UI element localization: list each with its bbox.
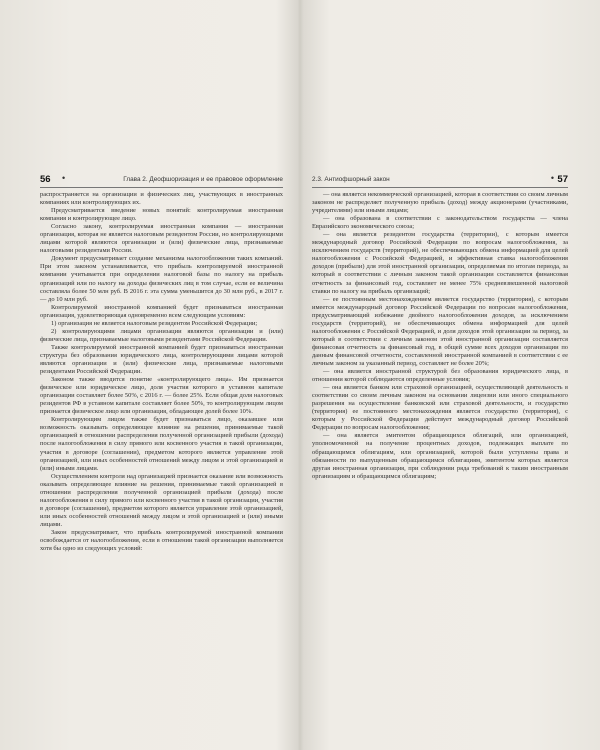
paragraph: Осуществлением контроля над организацией признается оказание или возможность оказывать определяющее влияние на решения, принимаемые такой организацией в отношении распределения полученной организацией прибыли (дохода) после налогообложения в силу прямого или косвенного участия в такой организации, участия в договоре (соглашении), предметом которого является управление этой организацией, или иных особенностей отношений между лицом и этой организацией и (или) иными лицами. (40, 472, 283, 528)
paragraph: — она является некоммерческой организацией, которая в соответствии со своим личным законом не распределяет полученную прибыль (доход) между акционерами (участниками, учредителями) или иными лицами; (312, 191, 568, 215)
running-title: 2.3. Антиофшорный закон (312, 176, 390, 183)
paragraph: Контролирующим лицом также будет признаваться лицо, оказавшее или возможность оказывать определяющее влияние на решения, принимаемые такой организацией в отношении распределения полученной организацией прибыли (дохода) после налогообложения в силу прямого или косвенного участия в такой организации, участия в договоре (соглашении), предметом которого является управление этой организацией, или иных особенностей отношений между лицом и этой организацией и (или) иными лицами. (40, 416, 283, 472)
paragraph: — ее постоянным местонахождением является государство (территория), с которым имеется международный договор Российской Федерации по вопросам налогообложения, предусматривающий избежание двойного налогообложения доходов, за исключением государств (территорий), не обеспечивающих обмена информацией для целей налогообложения с Российской Федерацией, и доля доходов этой организации за период, за который в соответствии с личным законом этой иностранной организации составляется финансовая отчетность за финансовый год, в общей сумме всех доходов организации по данным финансовой отчетности, составленной иностранной компанией в соответствии с ее личным законом за указанный период, составляет не более 20%; (312, 295, 568, 367)
left-page-header (40, 173, 283, 188)
paragraph: — она образована в соответствии с законодательством государства — члена Евразийского экономического союза; (312, 215, 568, 231)
header-rule (312, 187, 568, 188)
paragraph: Согласно закону, контролируемая иностранная компания — иностранная организация, которая не является налоговым резидентом России, но контролирующими лицами которой являются организации и (или) физические лица, признаваемые налоговыми резидентами России. (40, 223, 283, 255)
paragraph: — она является иностранной структурой без образования юридического лица, в отношении которой соблюдаются определенные условия; (312, 368, 568, 384)
page-number: 57 (557, 174, 568, 185)
right-page-text (312, 191, 568, 481)
paragraph: — она является банком или страховой организацией, осуществляющей деятельность в соответствии со своим личным законом на основании лицензии или иного специального разрешения на осуществление банковской или страховой деятельности, и государство (территория) ее постоянного местонахождения является государство (территория), с которым у Российской Федерации действует международный договор Российской Федерации по вопросам налогообложения; (312, 384, 568, 432)
paragraph: распространяется на организации и физических лиц, участвующих в иностранных компаниях или контролирующих их. (40, 191, 283, 207)
paragraph: Предусматривается введение новых понятий: контролируемая иностранная компания и контролирующее лицо. (40, 207, 283, 223)
paragraph: Документ предусматривает создание механизма налогообложения таких компаний. При этом законом устанавливается, что прибыль контролируемой иностранной компании учитывается при определении налоговой базы по налогу на прибыль организаций или по налогу на доходы физических лиц в том случае, если ее величина составляла более 50 млн руб. В 2016 г. эта сумма уменьшится до 30 млн руб., в 2017 г. — до 10 млн руб. (40, 255, 283, 303)
right-page-header (312, 173, 568, 188)
paragraph: Также контролируемой иностранной компанией будет признаваться иностранная структура без образования юридического лица, контролирующими лицами которой являются организации и (или) физические лица, признаваемые налоговыми резидентами Российской Федерации. (40, 343, 283, 376)
header-bullet: • (550, 173, 554, 183)
page-number: 56 (40, 174, 51, 185)
running-title: Глава 2. Деофшоризация и ее правовое оформление (123, 176, 283, 183)
header-bullet: • (62, 173, 66, 183)
right-page (300, 0, 600, 750)
paragraph: — она является эмитентом обращающихся облигаций, или организацией, уполномоченной на получение процентных доходов, подлежащих выплате по обращающимся облигациям, или организацией, которой были уступлены права и обязанности по выпущенным обращающимся облигациям, эмитентом которых является другая иностранная организация, при соблюдении ряда требований к таким иностранным организациям и обращающимся облигациям; (312, 432, 568, 480)
paragraph: Законом также вводится понятие «контролирующего лица». Им признается физическое или юридическое лицо, доля участия которого в уставном капитале организации составляет более 50%, с 2016 г. — более 25%. Если общая доля налоговых резидентов РФ в уставном капитале составляет более 50%, то контролирующим лицом признается физическое лицо или организация, обладающее долей более 10%. (40, 376, 283, 416)
paragraph: 2) контролирующими лицами организации являются организации и (или) физические лица, признаваемые налоговыми резидентами Российской Федерации. (40, 327, 283, 343)
paragraph: Контролируемой иностранной компанией будет признаваться иностранная организация, удовлетворяющая одновременно всем следующим условиям: (40, 303, 283, 319)
paragraph: Закон предусматривает, что прибыль контролируемой иностранной компании освобождается от налогообложения, если в отношении такой организации выполняется хотя бы одно из следующих условий: (40, 528, 283, 553)
paragraph: — она является резидентом государства (территории), с которым имеется международный договор Российской Федерации по вопросам налогообложения, за исключением государств (территорий), не обеспечивающих обмена информацией для целей налогообложения с Российской Федерацией, и эффективная ставка налогообложения доходов (прибыли) для этой иностранной организации, определяемая по итогам периода, за который в соответствии с личным законом такой организации составляется финансовая отчетность за финансовый год, составляет не менее 75% средневзвешенной налоговой ставки по налогу на прибыль организаций; (312, 231, 568, 295)
paragraph: 1) организация не является налоговым резидентом Российской Федерации; (51, 319, 258, 327)
header-rule (40, 187, 283, 188)
left-page-text (40, 191, 283, 553)
